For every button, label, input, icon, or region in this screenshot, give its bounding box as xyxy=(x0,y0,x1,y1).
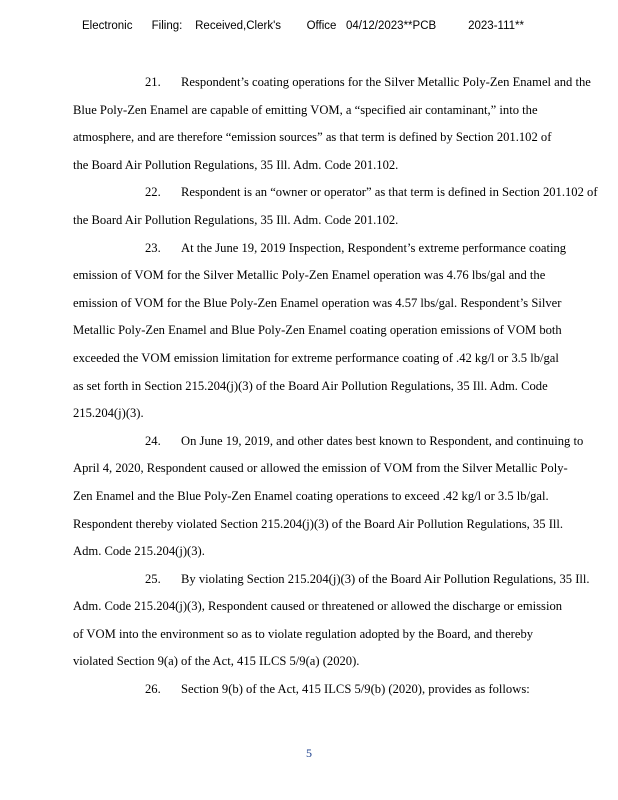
paragraph-number: 25. xyxy=(145,571,161,586)
paragraph-23-line-6: as set forth in Section 215.204(j)(3) of the Board Air Pollution Regulations, 35 Ill. Adm. Code xyxy=(73,378,548,393)
paragraph-21-line-3: atmosphere, and are therefore “emission sources” as that term is defined by Section 201.102 of xyxy=(73,130,552,145)
paragraph-24-line-1: 24. On June 19, 2019, and other dates best known to Respondent, and continuing to xyxy=(73,428,573,456)
document-body xyxy=(73,69,598,704)
paragraph-22-line-1: 22. Respondent is an “owner or operator” as that term is defined in Section 201.102 of xyxy=(73,179,573,207)
paragraph-25-line-4: violated Section 9(a) of the Act, 415 ILCS 5/9(a) (2020). xyxy=(73,654,360,669)
paragraph-21-line-1: 21. Respondent’s coating operations for the Silver Metallic Poly-Zen Enamel and the xyxy=(73,69,573,97)
paragraph-number: 22. xyxy=(145,185,161,200)
paragraph-26-line-1: 26. Section 9(b) of the Act, 415 ILCS 5/9(b) (2020), provides as follows: xyxy=(73,676,573,704)
paragraph-23-line-2: emission of VOM for the Silver Metallic Poly-Zen Enamel operation was 4.76 lbs/gal and the xyxy=(73,268,546,283)
paragraph-21-line-4: the Board Air Pollution Regulations, 35 Ill. Adm. Code 201.102. xyxy=(73,157,399,172)
paragraph-24-line-3: Zen Enamel and the Blue Poly-Zen Enamel coating operations to exceed .42 kg/l or 3.5 lb/gal. xyxy=(73,488,549,503)
paragraph-number: 26. xyxy=(145,682,161,697)
paragraph-number: 23. xyxy=(145,240,161,255)
paragraph-24-line-4: Respondent thereby violated Section 215.204(j)(3) of the Board Air Pollution Regulations, 35 Ill. xyxy=(73,516,564,531)
paragraph-23-line-7: 215.204(j)(3). xyxy=(73,406,144,421)
page-number: 5 xyxy=(306,746,312,760)
paragraph-25-line-2: Adm. Code 215.204(j)(3), Respondent caused or threatened or allowed the discharge or emission xyxy=(73,599,563,614)
paragraph-number: 21. xyxy=(145,75,161,89)
efiling-header: Electronic Filing: Received,Clerk's Office 04/12/2023**PCB 2023-111** xyxy=(82,20,524,32)
paragraph-23-line-5: exceeded the VOM emission limitation for extreme performance coating of .42 kg/l or 3.5 lb/gal xyxy=(73,350,559,365)
paragraph-25-line-1: 25. By violating Section 215.204(j)(3) of the Board Air Pollution Regulations, 35 Ill. xyxy=(73,566,573,594)
paragraph-24-line-5: Adm. Code 215.204(j)(3). xyxy=(73,544,205,559)
paragraph-23-line-3: emission of VOM for the Blue Poly-Zen Enamel operation was 4.57 lbs/gal. Respondent’s Silver xyxy=(73,295,562,310)
paragraph-23-line-1: 23. At the June 19, 2019 Inspection, Respondent’s extreme performance coating xyxy=(73,235,573,263)
paragraph-24-line-2: April 4, 2020, Respondent caused or allowed the emission of VOM from the Silver Metallic Poly- xyxy=(73,461,568,476)
paragraph-25-line-3: of VOM into the environment so as to violate regulation adopted by the Board, and thereby xyxy=(73,626,534,641)
paragraph-21-line-2: Blue Poly-Zen Enamel are capable of emitting VOM, a “specified air contaminant,” into the xyxy=(73,102,538,117)
paragraph-number: 24. xyxy=(145,433,161,448)
paragraph-23-line-4: Metallic Poly-Zen Enamel and Blue Poly-Zen Enamel coating operation emissions of VOM both xyxy=(73,323,562,338)
paragraph-22-line-2: the Board Air Pollution Regulations, 35 Ill. Adm. Code 201.102. xyxy=(73,212,399,227)
